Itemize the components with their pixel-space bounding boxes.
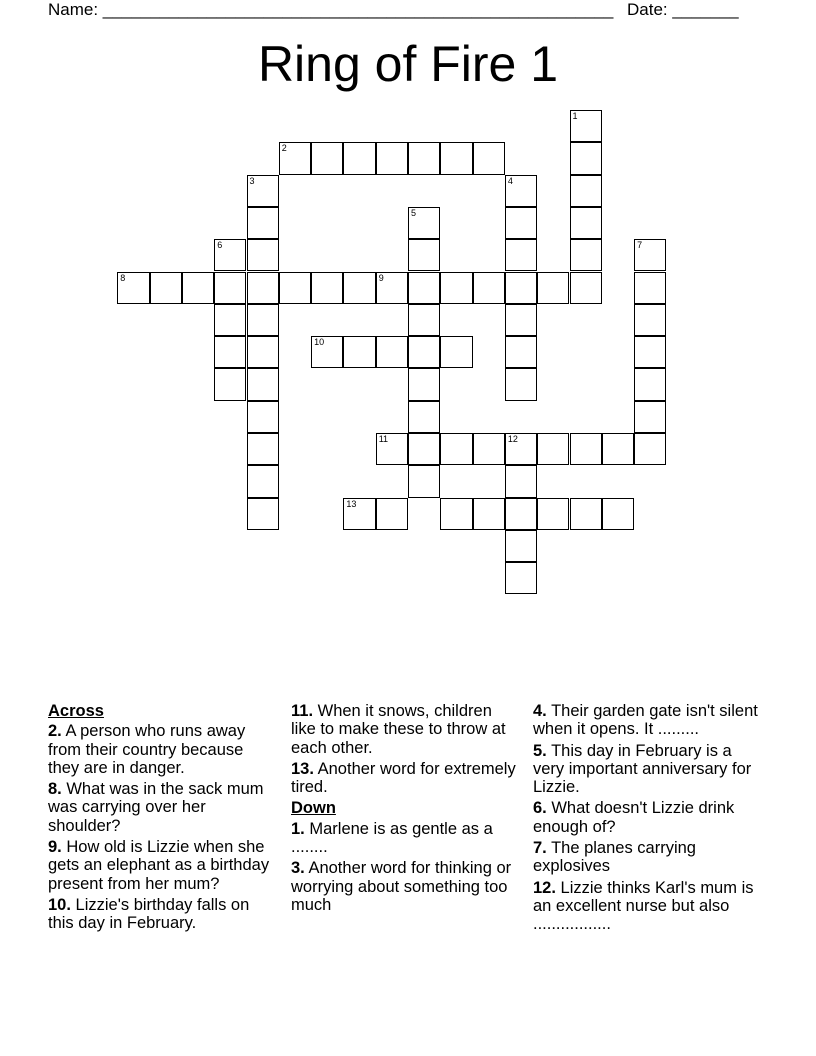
grid-cell[interactable]	[408, 368, 440, 400]
grid-cell[interactable]	[505, 336, 537, 368]
clue-number: 10	[314, 337, 325, 348]
grid-cell[interactable]	[634, 433, 666, 465]
across-clue: 2. A person who runs away from their country because they are in danger.	[48, 722, 246, 777]
clue-number: 1	[572, 111, 578, 121]
across-title: Across	[48, 702, 104, 720]
puzzle-title: Ring of Fire 1	[257, 36, 559, 92]
grid-cell[interactable]	[634, 239, 666, 271]
grid-cell[interactable]	[376, 142, 408, 174]
grid-cell[interactable]	[505, 562, 537, 594]
grid-cell[interactable]	[343, 142, 375, 174]
grid-cell[interactable]	[376, 336, 408, 368]
grid-cell[interactable]	[570, 110, 602, 142]
grid-cell[interactable]	[570, 175, 602, 207]
grid-cell[interactable]	[473, 142, 505, 174]
grid-cell[interactable]	[408, 401, 440, 433]
grid-cell[interactable]	[505, 498, 537, 530]
grid-cell[interactable]	[570, 433, 602, 465]
grid-cell[interactable]	[634, 304, 666, 336]
across-clue: 11. When it snows, children like to make these to throw at each other.	[291, 702, 506, 757]
clue-number: 8	[120, 272, 126, 283]
grid-cell[interactable]	[247, 368, 279, 400]
grid-cell[interactable]	[279, 142, 311, 174]
down-clue: 12. Lizzie thinks Karl's mum is an excellent nurse but also .................	[533, 878, 754, 934]
grid-cell[interactable]	[505, 272, 537, 304]
grid-cell[interactable]	[247, 465, 279, 497]
clue-number: 12	[507, 434, 518, 444]
grid-cell[interactable]	[376, 272, 408, 304]
across-clue: 13. Another word for extremely tired.	[291, 759, 516, 797]
clue-number: 4	[507, 175, 513, 186]
grid-cell[interactable]	[150, 272, 182, 304]
grid-cell[interactable]	[408, 239, 440, 271]
clue-column-3	[533, 702, 763, 937]
grid-cell[interactable]	[473, 272, 505, 304]
grid-cell[interactable]	[214, 368, 246, 400]
grid-cell[interactable]	[408, 142, 440, 174]
grid-cell[interactable]	[343, 498, 375, 530]
down-clue: 1. Marlene is as gentle as a ........	[291, 819, 493, 857]
clue-column-2	[291, 702, 521, 917]
across-clue: 8. What was in the sack mum was carrying over her shoulder?	[48, 780, 264, 835]
date-line: Date: _______	[627, 0, 739, 19]
down-clue: 3. Another word for thinking or worrying about something too much	[291, 859, 512, 914]
grid-cell[interactable]	[570, 239, 602, 271]
down-clue: 4. Their garden gate isn't silent when it opens. It .........	[533, 702, 758, 739]
grid-cell[interactable]	[634, 368, 666, 400]
grid-cell[interactable]	[408, 433, 440, 465]
grid-cell[interactable]	[505, 465, 537, 497]
grid-cell[interactable]	[570, 142, 602, 174]
grid-cell[interactable]	[247, 272, 279, 304]
grid-cell[interactable]	[214, 304, 246, 336]
grid-cell[interactable]	[537, 272, 569, 304]
grid-cell[interactable]	[440, 142, 472, 174]
clue-number: 2	[281, 143, 287, 154]
grid-cell[interactable]	[311, 142, 343, 174]
grid-cell[interactable]	[602, 433, 634, 465]
grid-cell[interactable]	[376, 433, 408, 465]
down-clue: 6. What doesn't Lizzie drink enough of?	[533, 799, 735, 836]
grid-cell[interactable]	[505, 239, 537, 271]
grid-cell[interactable]	[408, 207, 440, 239]
name-line: Name: ______________________________________________________	[48, 0, 614, 19]
down-title: Down	[291, 799, 336, 818]
grid-cell[interactable]	[376, 498, 408, 530]
grid-cell[interactable]	[473, 498, 505, 530]
grid-cell[interactable]	[634, 272, 666, 304]
grid-cell[interactable]	[311, 336, 343, 368]
grid-cell[interactable]	[247, 239, 279, 271]
clue-number: 6	[217, 240, 223, 251]
clue-number: 11	[378, 434, 389, 444]
grid-cell[interactable]	[570, 207, 602, 239]
grid-cell[interactable]	[311, 272, 343, 304]
grid-cell[interactable]	[505, 433, 537, 465]
grid-cell[interactable]	[634, 401, 666, 433]
grid-cell[interactable]	[408, 304, 440, 336]
grid-cell[interactable]	[247, 498, 279, 530]
grid-cell[interactable]	[440, 433, 472, 465]
grid-cell[interactable]	[279, 272, 311, 304]
grid-cell[interactable]	[537, 498, 569, 530]
grid-cell[interactable]	[408, 336, 440, 368]
grid-cell[interactable]	[505, 175, 537, 207]
grid-cell[interactable]	[247, 401, 279, 433]
clue-number: 13	[346, 498, 357, 509]
grid-cell[interactable]	[214, 272, 246, 304]
grid-cell[interactable]	[182, 272, 214, 304]
grid-cell[interactable]	[247, 336, 279, 368]
grid-cell[interactable]	[343, 336, 375, 368]
across-clue: 9. How old is Lizzie when she gets an elephant as a birthday present from her mum?	[48, 838, 270, 893]
grid-cell[interactable]	[505, 304, 537, 336]
grid-cell[interactable]	[343, 272, 375, 304]
grid-cell[interactable]	[505, 368, 537, 400]
grid-cell[interactable]	[440, 498, 472, 530]
grid-cell[interactable]	[408, 465, 440, 497]
grid-cell[interactable]	[408, 272, 440, 304]
grid-cell[interactable]	[634, 336, 666, 368]
grid-cell[interactable]	[247, 207, 279, 239]
down-clue: 5. This day in February is a very important anniversary for Lizzie.	[533, 741, 752, 797]
grid-cell[interactable]	[570, 498, 602, 530]
grid-cell[interactable]	[214, 239, 246, 271]
grid-cell[interactable]	[602, 498, 634, 530]
grid-cell[interactable]	[505, 530, 537, 562]
clue-number: 5	[411, 207, 417, 218]
grid-cell[interactable]	[505, 207, 537, 239]
down-clue: 7. The planes carrying explosives	[533, 839, 696, 876]
grid-cell[interactable]	[537, 433, 569, 465]
grid-cell[interactable]	[473, 433, 505, 465]
clue-number: 7	[637, 240, 643, 251]
clue-number: 3	[249, 175, 255, 186]
grid-cell[interactable]	[247, 175, 279, 207]
grid-cell[interactable]	[247, 433, 279, 465]
grid-cell[interactable]	[117, 272, 149, 304]
clue-column-1	[48, 702, 278, 936]
grid-cell[interactable]	[214, 336, 246, 368]
grid-cell[interactable]	[570, 272, 602, 304]
grid-cell[interactable]	[440, 336, 472, 368]
grid-cell[interactable]	[247, 304, 279, 336]
clue-number: 9	[378, 272, 384, 283]
across-clue: 10. Lizzie's birthday falls on this day in February.	[48, 895, 250, 933]
grid-cell[interactable]	[440, 272, 472, 304]
